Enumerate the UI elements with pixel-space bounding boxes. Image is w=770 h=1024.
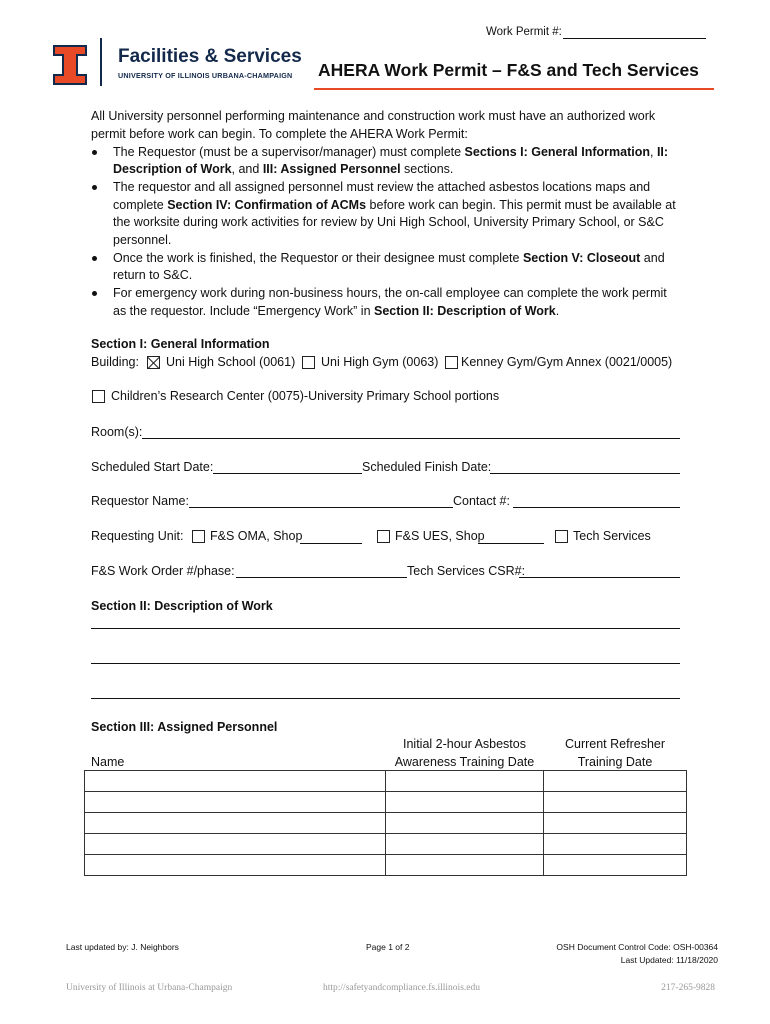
name-cell[interactable] xyxy=(85,855,386,876)
rooms-label: Room(s): xyxy=(91,425,143,439)
column-header-refresher-2: Training Date xyxy=(577,755,653,769)
header-rule xyxy=(314,88,714,90)
checkbox-kenney-gym[interactable] xyxy=(445,356,458,369)
org-name: Facilities & Services xyxy=(118,46,302,67)
work-order-label: F&S Work Order #/phase: xyxy=(91,564,235,578)
contact-label: Contact #: xyxy=(453,494,510,508)
bullet-1 xyxy=(92,150,97,155)
table-row xyxy=(85,834,687,855)
intro-line-1: All University personnel performing maintenance and construction work must have an authorized work xyxy=(91,109,656,123)
footer-phone: 217-265-9828 xyxy=(661,983,715,993)
building-option-kenney-gym: Kenney Gym/Gym Annex (0021/0005) xyxy=(461,355,673,369)
unit-option-fs-ues: F&S UES, Shop xyxy=(395,529,485,543)
checkbox-fs-ues[interactable] xyxy=(377,530,390,543)
org-subtitle: UNIVERSITY OF ILLINOIS URBANA-CHAMPAIGN xyxy=(118,71,293,80)
illinois-logo xyxy=(52,44,88,86)
csr-field[interactable] xyxy=(519,577,680,578)
section-2-heading: Section II: Description of Work xyxy=(91,599,273,613)
building-option-childrens-research-center: Children’s Research Center (0075)-University Primary School portions xyxy=(111,389,500,403)
bullet-2-line-3: the worksite during work activities for review by Uni High School, University Primary School, or S&C xyxy=(113,215,664,229)
bullet-3-line-2: return to S&C. xyxy=(113,268,193,282)
building-option-uni-high-gym: Uni High Gym (0063) xyxy=(321,355,439,369)
footer-university: University of Illinois at Urbana-Champaign xyxy=(66,983,233,993)
requesting-unit-label: Requesting Unit: xyxy=(91,529,184,543)
checkbox-uni-high-gym[interactable] xyxy=(302,356,315,369)
csr-label: Tech Services CSR#: xyxy=(407,564,526,578)
description-line-2[interactable] xyxy=(91,663,680,664)
work-permit-number-field[interactable] xyxy=(563,38,706,39)
table-row xyxy=(85,792,687,813)
table-row xyxy=(85,771,687,792)
bullet-2-line-1: The requestor and all assigned personnel must review the attached asbestos locations maps and xyxy=(113,180,651,194)
start-date-label: Scheduled Start Date: xyxy=(91,460,214,474)
building-label: Building: xyxy=(91,355,139,369)
page-title: AHERA Work Permit – F&S and Tech Services xyxy=(318,60,699,80)
building-option-uni-high-school: Uni High School (0061) xyxy=(166,355,296,369)
assigned-personnel-table xyxy=(84,770,687,876)
last-updated-by: Last updated by: J. Neighbors xyxy=(66,942,179,952)
name-cell[interactable] xyxy=(85,792,386,813)
fs-ues-shop-field[interactable] xyxy=(478,543,544,544)
initial-training-cell[interactable] xyxy=(386,771,544,792)
refresher-training-cell[interactable] xyxy=(544,855,687,876)
start-date-field[interactable] xyxy=(213,473,362,474)
initial-training-cell[interactable] xyxy=(386,855,544,876)
unit-option-tech-services: Tech Services xyxy=(573,529,651,543)
checkbox-tech-services[interactable] xyxy=(555,530,568,543)
initial-training-cell[interactable] xyxy=(386,813,544,834)
contact-field[interactable] xyxy=(513,507,680,508)
bullet-1-line-1: The Requestor (must be a supervisor/manager) must complete Sections I: General Information, II: xyxy=(113,145,669,159)
finish-date-field[interactable] xyxy=(490,473,680,474)
checkbox-uni-high-school[interactable] xyxy=(147,356,160,369)
logo-divider xyxy=(100,38,102,86)
table-row xyxy=(85,855,687,876)
refresher-training-cell[interactable] xyxy=(544,792,687,813)
table-row xyxy=(85,813,687,834)
fs-oma-shop-field[interactable] xyxy=(300,543,362,544)
name-cell[interactable] xyxy=(85,813,386,834)
checkbox-fs-oma[interactable] xyxy=(192,530,205,543)
initial-training-cell[interactable] xyxy=(386,792,544,813)
bullet-1-line-2: Description of Work, and III: Assigned Personnel sections. xyxy=(113,162,454,176)
intro-line-2: permit before work can begin. To complete the AHERA Work Permit: xyxy=(91,127,468,141)
unit-option-fs-oma: F&S OMA, Shop xyxy=(210,529,303,543)
description-line-1[interactable] xyxy=(91,628,680,629)
last-updated-date: Last Updated: 11/18/2020 xyxy=(620,955,718,965)
column-header-name: Name xyxy=(91,755,125,769)
refresher-training-cell[interactable] xyxy=(544,771,687,792)
bullet-2 xyxy=(92,185,97,190)
checkbox-childrens-research-center[interactable] xyxy=(92,390,105,403)
rooms-field[interactable] xyxy=(142,438,680,439)
refresher-training-cell[interactable] xyxy=(544,813,687,834)
work-permit-number-label: Work Permit #: xyxy=(486,26,562,38)
bullet-4 xyxy=(92,291,97,296)
bullet-2-line-4: personnel. xyxy=(113,233,172,247)
column-header-initial-training-1: Initial 2-hour Asbestos xyxy=(403,737,526,751)
description-line-3[interactable] xyxy=(91,698,680,699)
bullet-3-line-1: Once the work is finished, the Requestor or their designee must complete Section V: Closeout and xyxy=(113,251,665,265)
requestor-name-label: Requestor Name: xyxy=(91,494,189,508)
column-header-refresher-1: Current Refresher xyxy=(564,737,666,751)
finish-date-label: Scheduled Finish Date: xyxy=(362,460,492,474)
page-number: Page 1 of 2 xyxy=(366,942,410,952)
initial-training-cell[interactable] xyxy=(386,834,544,855)
requestor-name-field[interactable] xyxy=(189,507,453,508)
column-header-initial-training-2: Awareness Training Date xyxy=(394,755,535,769)
section-1-heading: Section I: General Information xyxy=(91,337,270,351)
footer-url[interactable]: http://safetyandcompliance.fs.illinois.edu xyxy=(323,983,480,993)
section-3-heading: Section III: Assigned Personnel xyxy=(91,720,278,734)
bullet-4-line-1: For emergency work during non-business hours, the on-call employee can complete the work permit xyxy=(113,286,667,300)
work-order-field[interactable] xyxy=(236,577,407,578)
name-cell[interactable] xyxy=(85,771,386,792)
bullet-2-line-2: complete Section IV: Confirmation of ACMs before work can begin. This permit must be available at xyxy=(113,198,676,212)
refresher-training-cell[interactable] xyxy=(544,834,687,855)
bullet-3 xyxy=(92,256,97,261)
bullet-4-line-2: as the requestor. Include “Emergency Work” in Section II: Description of Work. xyxy=(113,304,560,318)
doc-control-code: OSH Document Control Code: OSH-00364 xyxy=(556,942,718,952)
name-cell[interactable] xyxy=(85,834,386,855)
